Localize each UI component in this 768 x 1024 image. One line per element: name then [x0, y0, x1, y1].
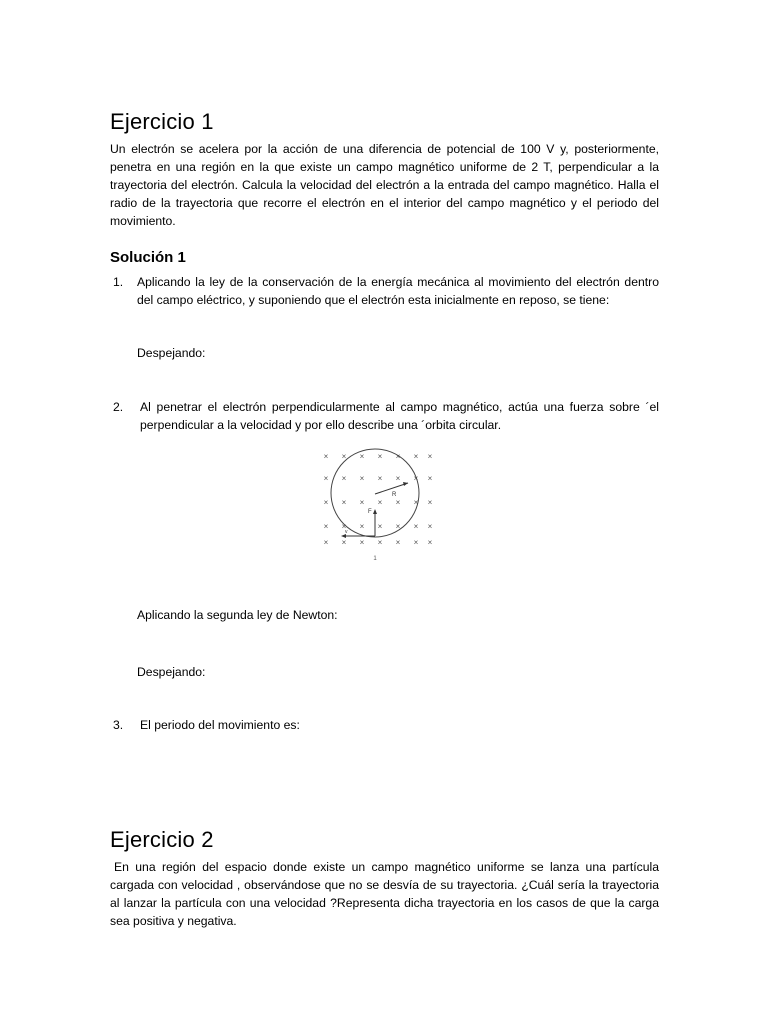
velocity-label: v — [345, 529, 348, 535]
ejercicio-1-title: Ejercicio 1 — [110, 109, 214, 134]
field-cross-icon: × — [359, 474, 365, 483]
solucion-1-title: Solución 1 — [110, 249, 186, 266]
field-cross-icon: × — [427, 452, 433, 461]
field-cross-icon: × — [377, 522, 383, 531]
field-cross-icon: × — [359, 498, 365, 507]
field-cross-icon: × — [377, 538, 383, 547]
field-cross-icon: × — [413, 474, 419, 483]
item-1-number: 1. — [113, 275, 124, 289]
field-cross-icon: × — [413, 522, 419, 531]
field-cross-icon: × — [323, 498, 329, 507]
field-cross-icon: × — [413, 452, 419, 461]
field-cross-icon: × — [395, 498, 401, 507]
field-cross-icon: × — [323, 522, 329, 531]
despejando-1: Despejando: — [137, 346, 206, 360]
field-cross-icon: × — [427, 538, 433, 547]
despejando-2: Despejando: — [137, 665, 206, 679]
newton-second-law: Aplicando la segunda ley de Newton: — [137, 608, 338, 622]
force-label: F — [368, 509, 372, 515]
item-1-text: Aplicando la ley de la conservación de la energía mecánica al movimiento del electrón dentro del campo eléctrico, y suponiendo que el electrón esta inicialmente en reposo, se tiene: — [137, 275, 659, 307]
figure-caption: 1 — [373, 556, 377, 562]
item-2-number: 2. — [113, 400, 124, 414]
ejercicio-1-statement: Un electrón se acelera por la acción de una diferencia de potencial de 100 V y, posteriormente, penetra en una región en la que existe un campo magnético uniforme de 2 T, perpendicular a la trayectoria del electrón. Calcula la velocidad del electrón a la entrada del campo magnético. Halla el radio de la trayectoria que recorre el electrón en el interior del campo magnético y el periodo del movimiento. — [110, 142, 659, 228]
field-cross-icon: × — [377, 452, 383, 461]
field-cross-icon: × — [427, 474, 433, 483]
field-cross-icon: × — [359, 452, 365, 461]
field-cross-icon: × — [341, 452, 347, 461]
field-cross-icon: × — [395, 522, 401, 531]
field-cross-icon: × — [323, 474, 329, 483]
field-cross-icon: × — [413, 498, 419, 507]
field-cross-icon: × — [341, 498, 347, 507]
field-cross-icon: × — [377, 498, 383, 507]
radius-label: R — [392, 492, 397, 498]
field-cross-icon: × — [377, 474, 383, 483]
field-cross-icon: × — [341, 538, 347, 547]
field-cross-icon: × — [395, 474, 401, 483]
force-arrowhead — [373, 509, 377, 514]
item-2-text: Al penetrar el electrón perpendicularmente al campo magnético, actúa una fuerza sobre ´el perpendicular a la velocidad y por ello describe una ´orbita circular. — [140, 400, 659, 432]
field-cross-icon: × — [427, 498, 433, 507]
magnetic-field-figure — [312, 446, 442, 566]
radius-arrowhead — [403, 482, 408, 486]
ejercicio-2-statement: En una región del espacio donde existe un campo magnético uniforme se lanza una partícula cargada con velocidad , observándose que no se desvía de su trayectoria. ¿Cuál sería la trayectoria al lanzar la partícula con una velocidad ?Representa dicha trayectoria en los casos de que la carga sea positiva y negativa. — [110, 860, 659, 928]
item-3-text: El periodo del movimiento es: — [140, 718, 300, 732]
field-cross-icon: × — [395, 452, 401, 461]
field-cross-icon: × — [413, 538, 419, 547]
field-cross-icon: × — [395, 538, 401, 547]
item-3-number: 3. — [113, 718, 124, 732]
field-cross-icon: × — [323, 452, 329, 461]
field-cross-icon: × — [427, 522, 433, 531]
field-cross-icon: × — [359, 522, 365, 531]
ejercicio-2-title: Ejercicio 2 — [110, 827, 214, 852]
field-cross-icon: × — [341, 474, 347, 483]
field-cross-icon: × — [341, 522, 347, 531]
field-cross-icon: × — [323, 538, 329, 547]
field-cross-icon: × — [359, 538, 365, 547]
